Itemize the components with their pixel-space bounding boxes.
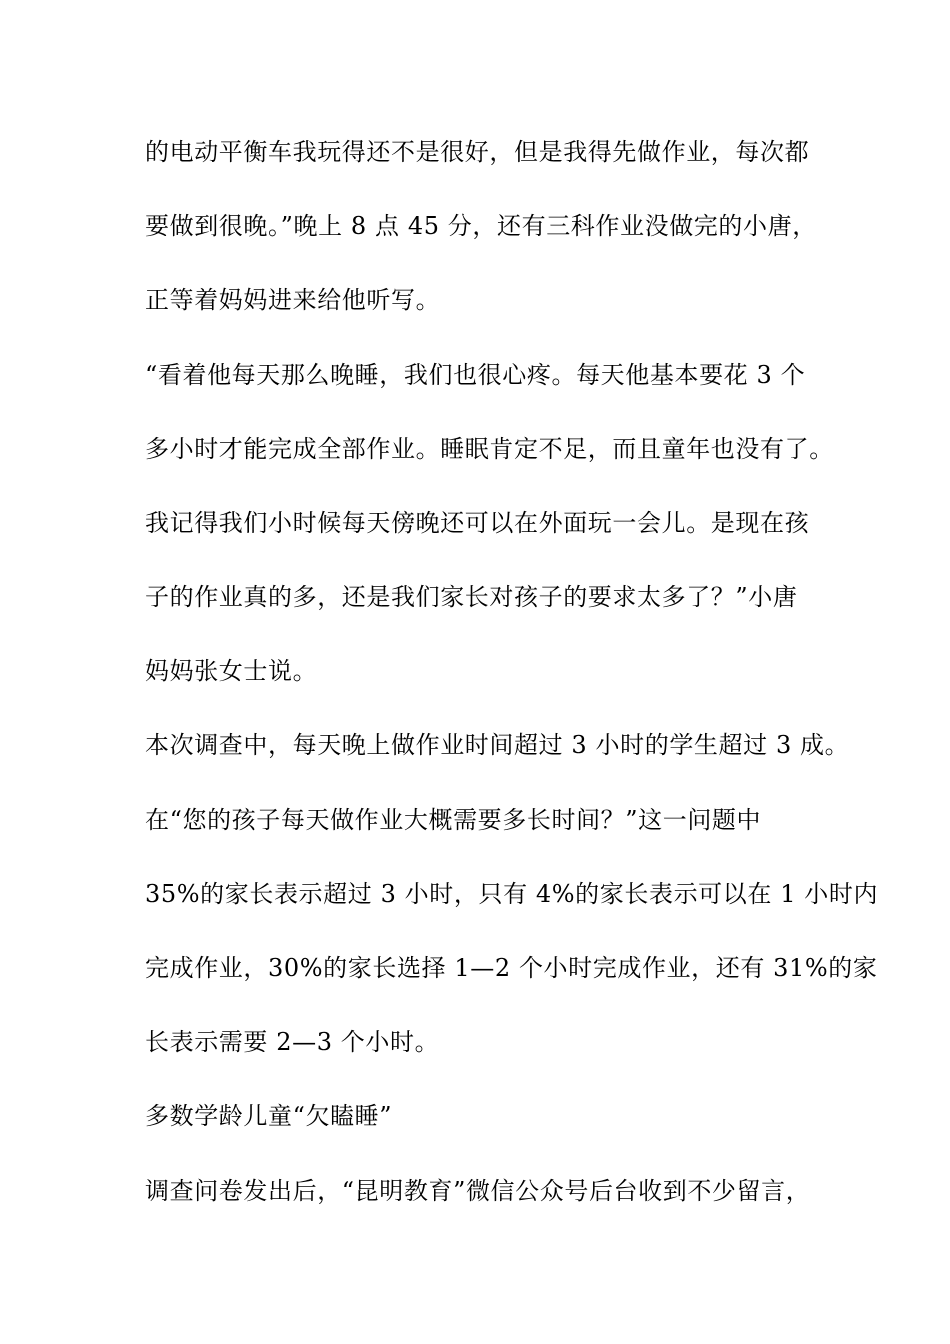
- text-line: 35%的家长表示超过 3 小时，只有 4%的家长表示可以在 1 小时内: [145, 880, 879, 908]
- text-line: 完成作业，30%的家长选择 1—2 个小时完成作业，还有 31%的家: [145, 954, 878, 982]
- text-line: 长表示需要 2—3 个小时。: [145, 1028, 440, 1056]
- text-line: 妈妈张女士说。: [145, 657, 318, 685]
- text-line: “看着他每天那么晚睡，我们也很心疼。每天他基本要花 3 个: [145, 361, 806, 389]
- text-line: 在“您的孩子每天做作业大概需要多长时间？”这一问题中: [145, 806, 762, 834]
- text-line: 子的作业真的多，还是我们家长对孩子的要求太多了？”小唐: [145, 583, 798, 611]
- text-line: 我记得我们小时候每天傍晚还可以在外面玩一会儿。是现在孩: [145, 509, 810, 537]
- text-line: 调查问卷发出后，“昆明教育”微信公众号后台收到不少留言，: [145, 1177, 811, 1205]
- text-line: 的电动平衡车我玩得还不是很好，但是我得先做作业，每次都: [145, 138, 810, 166]
- text-line: 本次调查中，每天晚上做作业时间超过 3 小时的学生超过 3 成。: [145, 731, 850, 759]
- section-heading: 多数学龄儿童“欠瞌睡”: [145, 1102, 393, 1130]
- text-line: 要做到很晚。”晚上 8 点 45 分，还有三科作业没做完的小唐，: [145, 212, 817, 240]
- text-line: 正等着妈妈进来给他听写。: [145, 286, 441, 314]
- text-line: 多小时才能完成全部作业。睡眠肯定不足，而且童年也没有了。: [145, 435, 834, 463]
